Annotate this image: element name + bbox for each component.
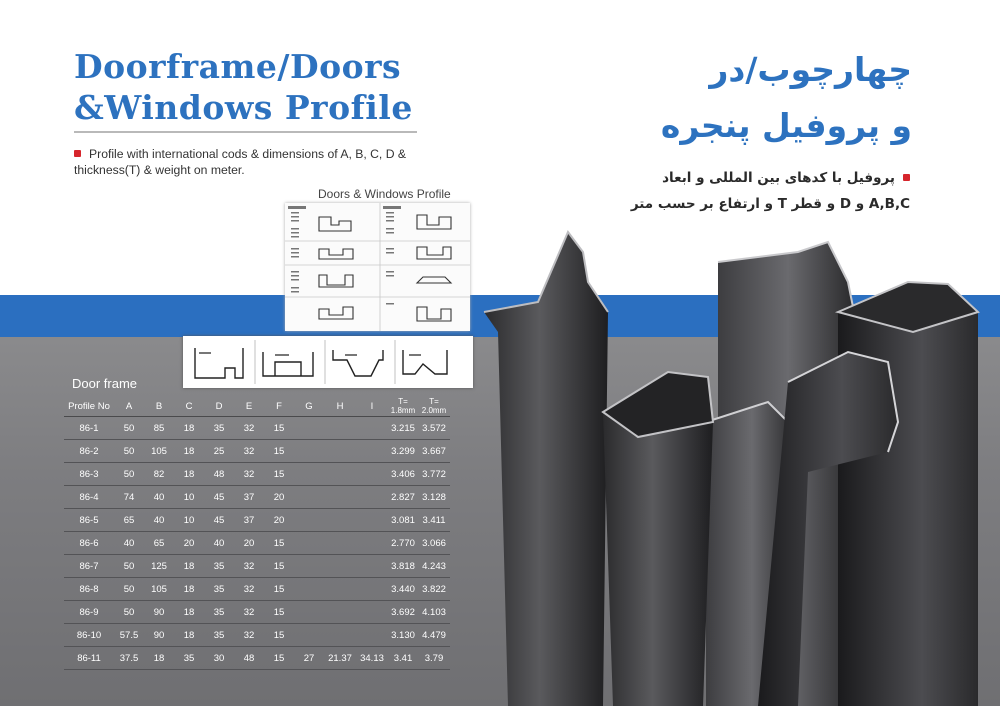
table-cell: 18 (174, 440, 204, 463)
table-row (64, 647, 450, 670)
table-header-row (64, 396, 450, 417)
table-cell (356, 601, 388, 624)
table-cell: 18 (144, 647, 174, 670)
table-cell: 3.772 (418, 463, 450, 486)
table-cell: 35 (174, 647, 204, 670)
table-cell (324, 463, 356, 486)
catalog-drawing-icon (285, 203, 470, 331)
table-cell: 50 (114, 417, 144, 440)
table-cell: 3.299 (388, 440, 418, 463)
table-cell: 37 (234, 486, 264, 509)
table-row (64, 555, 450, 578)
title-en-line1: Doorframe/Doors (74, 47, 402, 86)
table-cell (294, 624, 324, 647)
table-cell: 3.215 (388, 417, 418, 440)
table-cell: 35 (204, 624, 234, 647)
table-cell: 18 (174, 463, 204, 486)
table-cell: 3.406 (388, 463, 418, 486)
table-cell: 86-4 (64, 486, 114, 509)
table-cell (356, 463, 388, 486)
description-en (74, 146, 434, 178)
table-cell: 3.130 (388, 624, 418, 647)
column-header: G (294, 396, 324, 417)
table-cell: 3.692 (388, 601, 418, 624)
table-cell (356, 417, 388, 440)
table-cell: 86-1 (64, 417, 114, 440)
table-cell (324, 532, 356, 555)
table-cell: 32 (234, 463, 264, 486)
table-cell: 21.37 (324, 647, 356, 670)
description-fa (510, 165, 910, 217)
table-cell: 32 (234, 624, 264, 647)
table-cell: 50 (114, 555, 144, 578)
table-cell (324, 624, 356, 647)
title-fa-line2: و پروفیل پنجره (660, 106, 912, 145)
table-cell: 20 (234, 532, 264, 555)
catalog-title: Doors & Windows Profile (318, 187, 451, 201)
table-row (64, 440, 450, 463)
table-cell: 74 (114, 486, 144, 509)
bullet-icon (74, 150, 81, 157)
table-cell: 86-8 (64, 578, 114, 601)
table-cell: 34.13 (356, 647, 388, 670)
table-cell: 90 (144, 601, 174, 624)
table-row (64, 486, 450, 509)
table-cell: 48 (234, 647, 264, 670)
column-header: B (144, 396, 174, 417)
table-cell: 86-7 (64, 555, 114, 578)
table-cell: 125 (144, 555, 174, 578)
table-cell (294, 555, 324, 578)
steel-profiles-photo (478, 222, 1000, 706)
description-en-text: Profile with international cods & dimensions of A, B, C, D & thickness(T) & weight on meter. (74, 147, 407, 177)
table-cell: 32 (234, 555, 264, 578)
table-cell: 18 (174, 555, 204, 578)
table-cell: 15 (264, 417, 294, 440)
table-cell (294, 509, 324, 532)
table-cell: 35 (204, 417, 234, 440)
table-cell (294, 532, 324, 555)
table-cell (324, 486, 356, 509)
table-cell: 37.5 (114, 647, 144, 670)
table-cell: 3.066 (418, 532, 450, 555)
table-cell: 65 (144, 532, 174, 555)
table-cell (356, 532, 388, 555)
table-cell: 32 (234, 440, 264, 463)
table-cell: 10 (174, 486, 204, 509)
table-cell: 40 (144, 486, 174, 509)
column-header: T= 2.0mm (418, 396, 450, 417)
title-divider (74, 131, 417, 133)
table-cell (324, 578, 356, 601)
table-cell: 30 (204, 647, 234, 670)
profile-drawings-strip (183, 336, 473, 388)
column-header: C (174, 396, 204, 417)
column-header: I (356, 396, 388, 417)
table-cell (356, 578, 388, 601)
table-cell: 4.103 (418, 601, 450, 624)
table-cell (294, 486, 324, 509)
table-cell: 20 (264, 486, 294, 509)
table-cell: 4.243 (418, 555, 450, 578)
table-cell (294, 578, 324, 601)
column-header: T= 1.8mm (388, 396, 418, 417)
table-row (64, 624, 450, 647)
table-cell (356, 509, 388, 532)
table-cell (324, 555, 356, 578)
description-fa-line2: A,B,C و D و قطر T و ارتفاع بر حسب متر (630, 196, 910, 212)
door-frame-table (64, 396, 450, 670)
table-cell (294, 417, 324, 440)
table-row (64, 463, 450, 486)
table-row (64, 578, 450, 601)
table-row (64, 509, 450, 532)
bullet-icon (903, 174, 910, 181)
table-cell: 3.128 (418, 486, 450, 509)
table-cell: 15 (264, 647, 294, 670)
column-header: E (234, 396, 264, 417)
table-cell: 3.081 (388, 509, 418, 532)
table-cell (294, 601, 324, 624)
table-cell (356, 440, 388, 463)
table-cell: 105 (144, 578, 174, 601)
table-cell: 90 (144, 624, 174, 647)
table-cell: 86-5 (64, 509, 114, 532)
table-cell: 2.770 (388, 532, 418, 555)
table-cell: 82 (144, 463, 174, 486)
table-cell: 40 (204, 532, 234, 555)
table-cell: 15 (264, 463, 294, 486)
table-title: Door frame (72, 376, 138, 391)
table-cell: 32 (234, 578, 264, 601)
table-cell: 4.479 (418, 624, 450, 647)
table-cell: 32 (234, 417, 264, 440)
table-cell (356, 555, 388, 578)
table-cell: 10 (174, 509, 204, 532)
table-row (64, 417, 450, 440)
table-cell: 20 (174, 532, 204, 555)
table-row (64, 601, 450, 624)
table-cell (356, 624, 388, 647)
column-header: D (204, 396, 234, 417)
table-cell (324, 417, 356, 440)
table-cell: 3.411 (418, 509, 450, 532)
title-fa-line1: چهارچوب/در (709, 50, 912, 89)
table-cell (324, 509, 356, 532)
page-title-fa (582, 42, 912, 154)
table-cell: 15 (264, 532, 294, 555)
table-cell: 3.667 (418, 440, 450, 463)
table-cell: 86-11 (64, 647, 114, 670)
description-fa-line1: پروفیل با کدهای بین المللی و ابعاد (662, 170, 895, 186)
column-header: H (324, 396, 356, 417)
table-cell (356, 486, 388, 509)
column-header: A (114, 396, 144, 417)
table-cell: 86-9 (64, 601, 114, 624)
table-cell: 15 (264, 578, 294, 601)
table-cell: 50 (114, 578, 144, 601)
steel-profiles-icon (478, 222, 1000, 706)
table-cell: 50 (114, 601, 144, 624)
table-cell: 3.79 (418, 647, 450, 670)
table-cell: 40 (114, 532, 144, 555)
table-cell: 15 (264, 624, 294, 647)
column-header: Profile No (64, 396, 114, 417)
table-cell: 86-6 (64, 532, 114, 555)
table-cell: 18 (174, 601, 204, 624)
table-cell: 105 (144, 440, 174, 463)
table-cell: 15 (264, 555, 294, 578)
table-cell: 35 (204, 578, 234, 601)
table-cell: 50 (114, 440, 144, 463)
title-en-line2: &Windows Profile (74, 88, 413, 127)
table-cell: 45 (204, 486, 234, 509)
table-cell: 32 (234, 601, 264, 624)
table-cell (294, 440, 324, 463)
table-cell (324, 440, 356, 463)
table-cell: 65 (114, 509, 144, 532)
table-cell: 86-3 (64, 463, 114, 486)
table-cell: 85 (144, 417, 174, 440)
table-cell (324, 601, 356, 624)
table-cell: 86-10 (64, 624, 114, 647)
table-cell: 40 (144, 509, 174, 532)
table-cell: 18 (174, 417, 204, 440)
table-cell: 18 (174, 624, 204, 647)
column-header: F (264, 396, 294, 417)
table-cell (294, 463, 324, 486)
table-cell: 48 (204, 463, 234, 486)
table-row (64, 532, 450, 555)
profile-drawing-icon (183, 336, 473, 388)
table-cell: 3.572 (418, 417, 450, 440)
table-cell: 57.5 (114, 624, 144, 647)
table-cell: 15 (264, 440, 294, 463)
catalog-thumbnail (285, 203, 470, 331)
table-cell: 35 (204, 601, 234, 624)
table-cell: 3.818 (388, 555, 418, 578)
table-cell: 50 (114, 463, 144, 486)
table-cell: 27 (294, 647, 324, 670)
table-cell: 25 (204, 440, 234, 463)
table-cell: 3.440 (388, 578, 418, 601)
table-cell: 35 (204, 555, 234, 578)
table-cell: 20 (264, 509, 294, 532)
table-cell: 45 (204, 509, 234, 532)
table-cell: 15 (264, 601, 294, 624)
page-title-en (74, 46, 414, 128)
table-cell: 37 (234, 509, 264, 532)
table-cell: 3.41 (388, 647, 418, 670)
table-cell: 2.827 (388, 486, 418, 509)
table-cell: 18 (174, 578, 204, 601)
table-cell: 86-2 (64, 440, 114, 463)
table-cell: 3.822 (418, 578, 450, 601)
